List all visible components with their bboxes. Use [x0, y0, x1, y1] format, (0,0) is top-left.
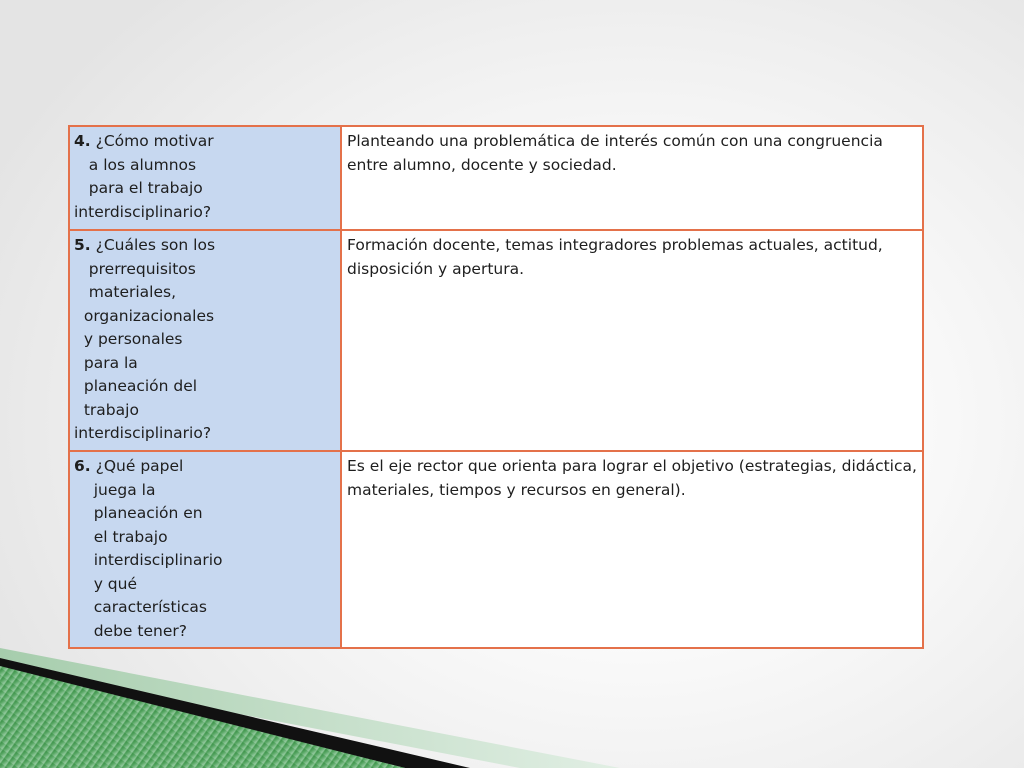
- question-line: trabajo: [74, 400, 139, 419]
- question-line: para la: [74, 353, 138, 372]
- question-line: y qué: [74, 574, 138, 593]
- question-line: interdisciplinario?: [74, 424, 212, 442]
- ribbon-light-band: [0, 648, 620, 768]
- ribbon-dark-band: [0, 658, 470, 768]
- answer-cell: Formación docente, temas integradores problemas actuales, actitud, disposición y apertura.: [341, 230, 923, 451]
- question-line: juega la: [74, 480, 156, 499]
- question-line: planeación en: [74, 504, 203, 522]
- table-row: [69, 126, 923, 230]
- table-row: [69, 451, 923, 648]
- question-cell: [69, 126, 341, 230]
- question-line: interdisciplinario?: [74, 202, 212, 221]
- answer-cell: Es el eje rector que orienta para lograr el objetivo (estrategias, didáctica, materiales, tiempos y recursos en general).: [341, 451, 923, 648]
- question-number: 4.: [74, 132, 91, 150]
- question-line: ¿Qué papel: [95, 457, 184, 475]
- question-number: 6.: [74, 457, 91, 475]
- table-row: [69, 230, 923, 451]
- question-line: interdisciplinario: [74, 551, 223, 569]
- question-line: ¿Cómo motivar: [95, 132, 214, 150]
- question-line: prerrequisitos: [74, 259, 196, 278]
- decorative-ribbon: [0, 638, 620, 768]
- question-cell: [69, 451, 341, 648]
- question-line: ¿Cuáles son los: [95, 236, 216, 254]
- question-line: planeación del: [74, 377, 198, 395]
- question-line: para el trabajo: [74, 179, 203, 197]
- question-line: debe tener?: [74, 621, 187, 640]
- question-line: materiales,: [74, 283, 177, 301]
- ribbon-green-band: [0, 666, 405, 768]
- question-line: el trabajo: [74, 527, 168, 546]
- question-cell: [69, 230, 341, 451]
- question-line: características: [74, 598, 207, 616]
- content-table: [68, 125, 924, 649]
- question-line: a los alumnos: [74, 155, 197, 174]
- question-number: 5.: [74, 236, 91, 254]
- question-line: organizacionales: [74, 306, 215, 325]
- question-line: y personales: [74, 330, 183, 348]
- answer-cell: Planteando una problemática de interés común con una congruencia entre alumno, docente y sociedad.: [341, 126, 923, 230]
